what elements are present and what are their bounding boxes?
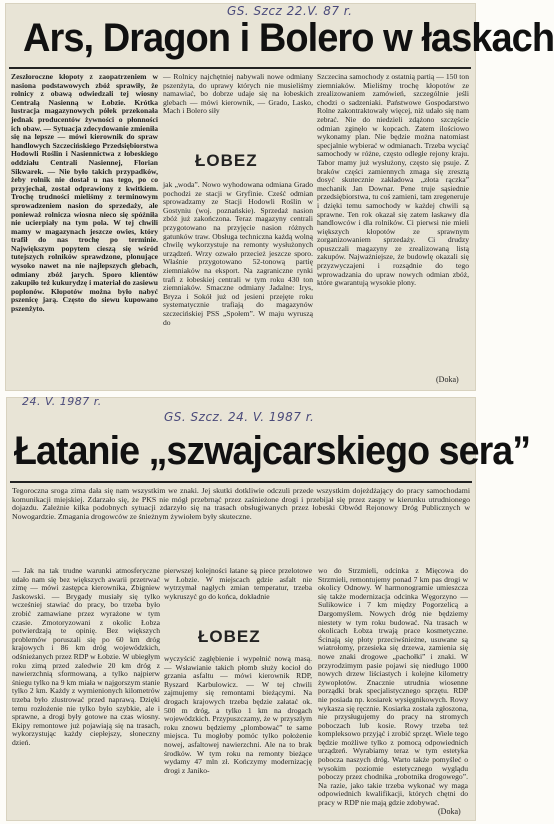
handwritten-date-right: GS. Szcz. 24. V. 1987 r. xyxy=(164,410,315,424)
newspaper-clipping-2 xyxy=(6,395,531,821)
article-column-1: Zeszłoroczne kłopoty z zaopatrzeniem w nasiona podstawowych zbóż sprawiły, że rolnicy z obawą odwiedzali tej wiosny Centralą Nasienną w Łobzie. Krótka lustracja magazynowych półek przekonała jednak producentów żywności o płonności ich obaw. — Sytuacja zdecydowanie zmieniła się na lepsze — mówi kierownik do spraw handlowych Szczecińskiego Przedsiębiorstwa Hodowli Roślin i Nasiennictwa z łobeskiego oddziału Centrali Nasiennej, Florian Sikwarek. — Nie było takich przypadków, żeby rolnik nie dostał u nas tego, po co przyjechał, został odprawiony z kwitkiem. Trochę trudności mieliśmy z terminowym sprowadzeniem nasion do sprzedaży, ale ponieważ rolnicza wiosna nieco się spóźniła nie ucierpiały na tym pola. W tej chwili mamy w magazynach jeszcze owies, który trafił do nas trochę po terminie. Największym popytem cieszą się wśród tutejszych rolników sprawdzone, plonujące wysoko nawet na nie najlepszych glebach, odmiany zbóż jarych. Sporo klientów zakupiło też kukurydzę i materiał do zasiewu poplonów. Kłopotów można było nabyć pszenicę jarą. Często do siewu kupowano pszenżyto. xyxy=(11,72,158,314)
newspaper-clipping-1 xyxy=(5,3,554,391)
article-column-2-bottom: jak „woda”. Nowo wyhodowana odmiana Grado pochodzi ze stacji w Gryfinie. Cześć odmian sprowadzamy ze Stacji Hodowli Roślin w Gostyniu (woj. poznańskie). Sprzedaż nasion zbóż już zakończona. Teraz magazyny centrali przygotowano na przyjęcie nasion różnych gatunków traw. Obsługa techniczna każdą wolną chwilę wykorzystuje na remonty wysłużonych urządzeń. Wrzy ozwało przecież jeszcze sporo. Właśnie przygotowano 52-tonową partię ziemniaków na eksport. Na zagraniczne rynki trafi z łobeskiej centrali w tym roku 430 ton ziemniaków. Smaczne odmiany Jadalne: Irys, Bryza i Sokół już od jesieni przejęte roku systematycznie trafiają do magazynów szczecińskiej PSS „Społem”. W maju wyruszą do xyxy=(163,180,313,327)
article-column-3: wo do Strzmieli, odcinka z Mięcowa do Strzmieli, remontujemy ponad 7 km pas drogi w okolicy Odnowy. W harmonogramie umieszcza się także modernizacja odcinka Węgorzyno — Sulikowice i 7 km między Pogorzelicą a Dargomyślem. Nowych dróg nie będziemy niestety w tym roku budować. Na trasach w okolicach Łobza trwają prace kosmetyczne. Ścinają się płoty przeciwśnieżne, usuwane są wiatrołomy, przesieka się drzewa, zamienia się nowe znaki drogowe „pachołki” i znaki. W przyrodzimym pasie pojawi się niedługo 1000 nowych drzew liściastych i kolejne kilometry żywopłotów. Znacznie utrudnia wiosenne porządki brak specjalistycznego sprzętu. RDP nie posiada np. kosiarek wysięgnikowych. Rowy wykasza się ręcznie. Kosiarka została zgłoszona, nie przysługujemy do pracy na stromych poboczach lub kosie. Rowy trzeba też kompleksowo przyjąć i zrobić sprzęt. Wiele tego będzie możliwe tylko z pomocą odpowiednich urządzeń. Wyrabiamy teraz w tym estetyka pobocza naszych dróg. Warto także pomyśleć o wysokim poziomie estetycznego wyglądu poboczy przez chodnika „robotnika drogowego”. Na razie, jako takie trzeba wykonać wy maga odpowiednich kwalifikacji, których chętni do pracy w RDP nie mają gdzie zdobywać. xyxy=(318,566,468,808)
headline-rule xyxy=(9,67,471,69)
article-headline: Łatanie „szwajcarskiego sera” xyxy=(14,429,531,473)
author-signature: (Doka) xyxy=(438,807,461,816)
article-column-1: — Jak na tak trudne warunki atmosferyczne udało nam się bez większych awarii przetrwać zimę — mówi zastępca kierownika, Zbigniew Jaskowski. — Brygady musiały się tylko wcześniej stawiać do pracy, bo trzeba było zrobić zamawiane przez wyrażone w tym czasie. Zmotoryzowani z okolic Łobza potwierdzają te opinię. Bez większych problemów poruszali się po 60 km dróg krajowych i 86 km dróg wojewódzkich, odśnieżanych przez RDP w Łobzie. W ubiegłym roku zimą przed zaledwie 20 km dróg z nawierzchnią sformowaną, a tylko najpierw śniegu tylko na 9 km miała w najgorszym stanie tylko 2 km. Każdy z wymienionych kilometrów trzeba było zlustrować przed naprawą. Dzięki temu rozłożenie nie tylko było szybkie, ale i sprawne, a drogi były gotowe na czas wiosny. Ekipy remontowe już pojawiają się na trasach, wykorzystując każdy ciepłejszy, słoneczny dzień. xyxy=(12,566,160,747)
section-heading: ŁOBEZ xyxy=(198,627,261,646)
headline-rule xyxy=(10,481,472,483)
article-headline: Ars, Dragon i Bolero w łaskach xyxy=(23,16,554,60)
article-column-2-top: — Rolnicy najchętniej nabywali nowe odmiany pszenżyta, do uprawy których nie musieliśmy namawiać, bo dobrze udaje się na łobeskich glebach — mówi kierownik, — Grado, Lasko, Mach i Bolero siły xyxy=(163,72,313,116)
article-lead: Tegoroczna sroga zima dała się nam wszystkim we znaki. Jej skutki dotkliwie odczuli przede wszystkim dojeżdżający do pracy samochodami komunikacji miejskiej. Zdarzało się, że PKS nie mógł przebrnąć przez zaśnieżone drogi i przebijał się przez zaspy w kierunku utrudnionego dojazdu. Zależnie kilka podobnych sytuacji zdarzyło się na trasach obsługiwanych przez łobeski Obwód Rejonowy Dróg Publicznych w Nowogardzie. Zmagania drogowców ze śnieżnym żywiołem były skuteczne. xyxy=(12,486,470,521)
section-heading: ŁOBEZ xyxy=(195,151,258,170)
article-column-3: Szczecina samochody z ostatnią partią — 150 ton ziemniaków. Mieliśmy trochę kłopotów ze zrealizowaniem zamówień, szczególnie jeśli chodzi o sadzeniaki. Państwowe Gospodarstwo Rolne zakontraktowały więcej, niż udało się nam zebrać. Nie do niedzieli zdążono szczęście odmian zginęło w kopcach. Zatem ilościowo wykonamy plan. Nie będzie można natomiast specjalnie wybierać w odmianach. Trzeba wyciąć samochody w różne, często odległe rejony kraju. Tabor mamy już wysłużony, często się psuje. Z braków części zamiennych zmaga się zresztą dosyć skutecznie zakładowa „złota rączka” mechanik Jan Downar. Pene truje sąsiednie przedsiębiorstwa, tu coś zamieni, tam zregeneruje i dzięki temu samochody w każdej chwili są sprawne. Ten rok okazał się zatem łaskawy dla handlowców i dla rolników. Ci pierwsi nie mieli większych kłopotów ze sprawnym zorganizowaniem sprzedaży. Ci drudzy opuszczali magazyny ze zrealizowaną listą zakupów. Najważniejsze, że budowlę okazali się przyzwyczajeni i rozsądnie do tego wprowadzania do upraw nowych odmian zbóż, które gwarantują wysokie plony. xyxy=(317,72,469,288)
handwritten-date-left: 24. V. 1987 r. xyxy=(22,395,102,408)
article-column-2-bottom: wyczyścić zagłębienie i wypełnić nową masą. — Wsławianie takich płomb służy kocioł do grzania asfaltu — mówi kierownik RDP, Ryszard Karbulowicz. — W tej chwili zajmujemy się remontami bieżącymi. Na drogach krajowych trzeba będzie załatać ok. 500 m dróg, a tylko 1 km na drogach wojewódzkich. Przypuszczamy, że w przyszłym roku znowu będziemy „plombować” te same miejsca. Tu mogłoby pomóc tylko położenie nowej, asfaltowej nawierzchni. Ale na to brak środków. W tym roku na remonty bieżące wydamy 47 mln zł. Kończymy modernizację drogi z Janiko- xyxy=(164,654,312,775)
article-column-2-top: pierwszej kolejności łatane są piece przelotowe w Łobzie. W miejscach gdzie asfalt nie wytrzymał nagłych zmian temperatur, trzeba wykruszyć go do końca, dokładnie xyxy=(164,566,312,601)
author-signature: (Doka) xyxy=(436,375,459,384)
handwritten-date: GS. Szcz 22.V. 87 r. xyxy=(227,4,353,18)
